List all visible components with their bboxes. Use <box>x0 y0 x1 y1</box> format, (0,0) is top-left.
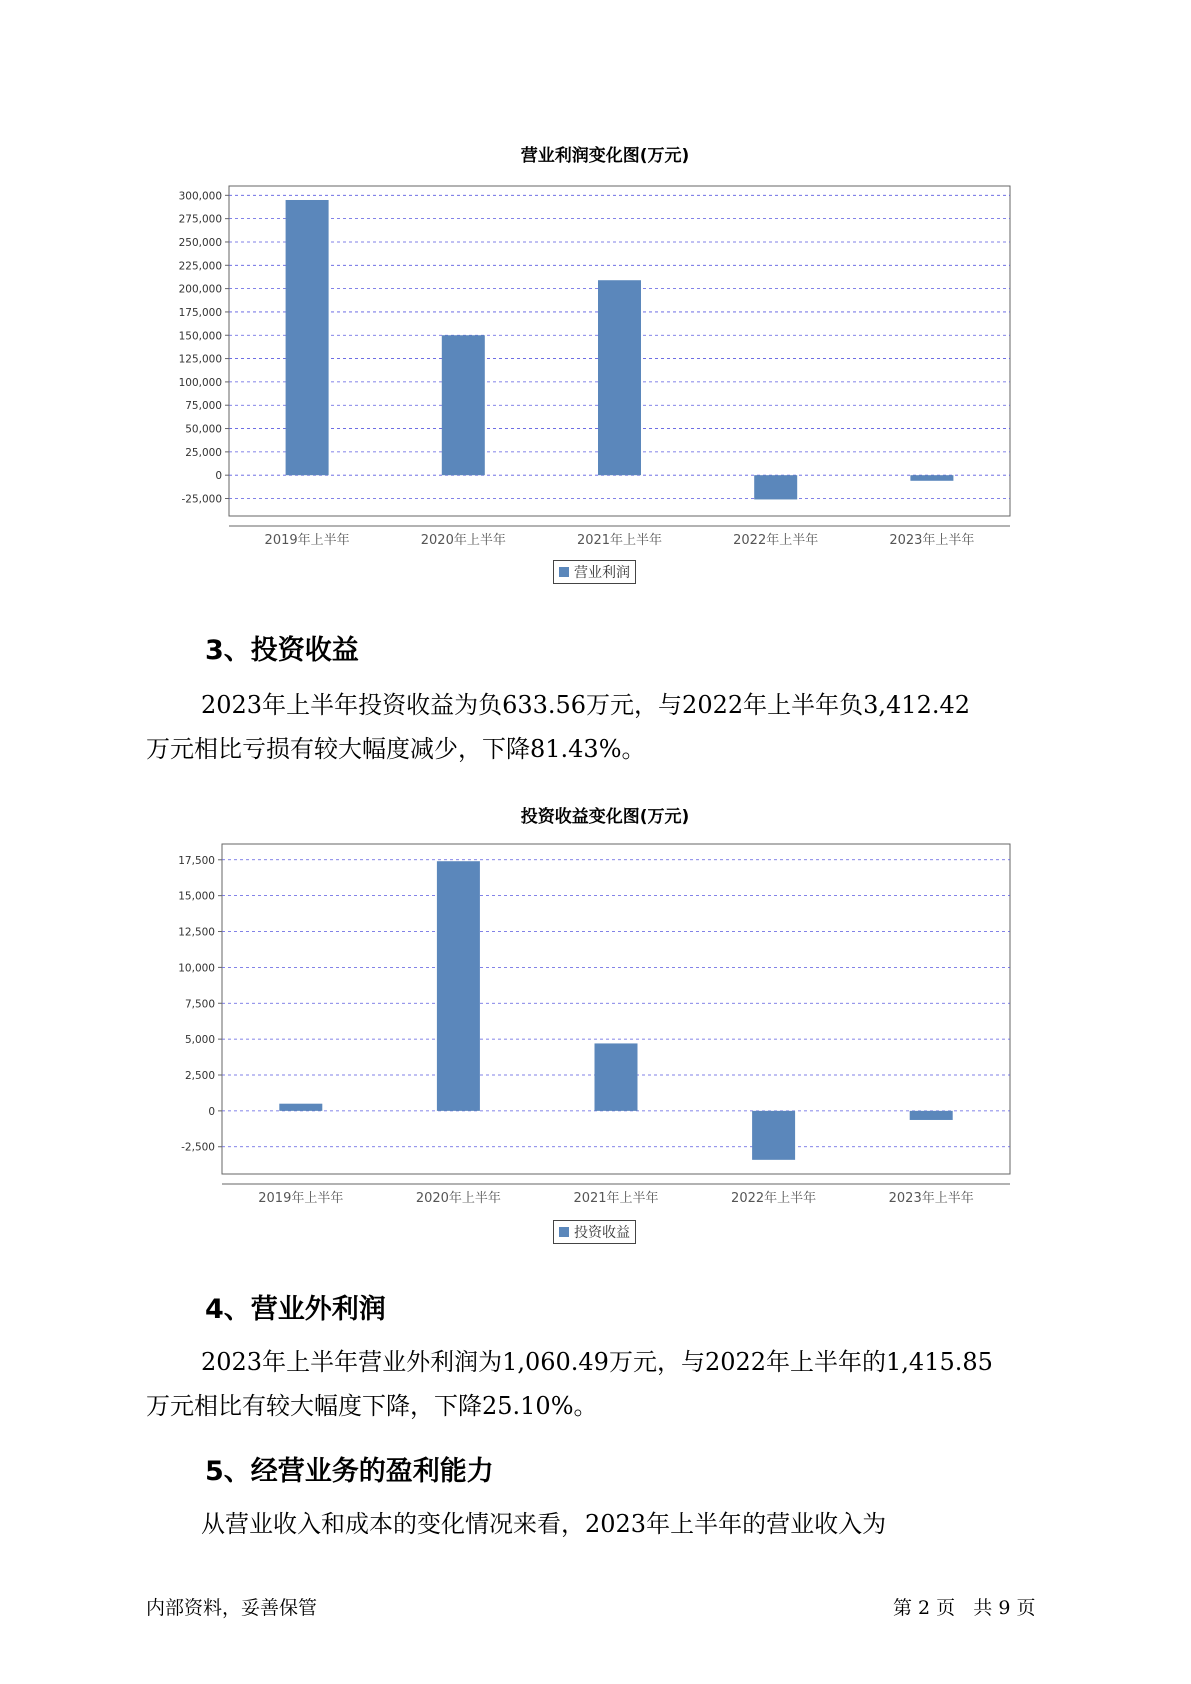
bar <box>595 1043 638 1110</box>
y-tick-label: 12,500 <box>178 926 215 939</box>
paragraph-line: 2023年上半年投资收益为负633.56万元，与2022年上半年负3,412.42 <box>201 691 971 719</box>
x-tick-label: 2019年上半年 <box>258 1191 344 1206</box>
y-tick-label: 150,000 <box>178 330 222 343</box>
chart-legend-investment-income <box>553 1220 636 1244</box>
y-tick-label: 17,500 <box>178 854 215 867</box>
bar <box>910 1111 953 1120</box>
y-tick-label: 175,000 <box>178 306 222 319</box>
x-tick-label: 2022年上半年 <box>733 533 819 548</box>
y-tick-label: 125,000 <box>178 353 222 366</box>
y-tick-label: 7,500 <box>184 998 215 1011</box>
y-tick-label: 15,000 <box>178 890 215 903</box>
y-tick-label: 100,000 <box>178 376 222 389</box>
section-heading-investment-income: 3、投资收益 <box>205 635 359 666</box>
y-tick-label: 250,000 <box>178 236 222 249</box>
footer-page-number: 第 2 页 共 9 页 <box>893 1597 1036 1619</box>
footer-confidential-note: 内部资料，妥善保管 <box>146 1597 318 1619</box>
paragraph-non-operating-profit <box>146 1340 1076 1428</box>
x-tick-label: 2022年上半年 <box>731 1191 817 1206</box>
x-tick-label: 2021年上半年 <box>576 533 663 548</box>
y-tick-label: 75,000 <box>185 400 222 413</box>
bar <box>437 861 480 1111</box>
y-tick-label: 5,000 <box>184 1034 215 1047</box>
section-heading-non-operating-profit: 4、营业外利润 <box>205 1294 386 1325</box>
x-tick-label: 2021年上半年 <box>573 1191 659 1206</box>
paragraph-line: 万元相比亏损有较大幅度减少，下降81.43%。 <box>146 735 646 763</box>
y-tick-label: 25,000 <box>185 446 222 459</box>
y-tick-label: 0 <box>208 1105 215 1118</box>
y-tick-label: 225,000 <box>178 260 222 273</box>
chart-title-investment-income: 投资收益变化图(万元) <box>520 807 690 827</box>
y-tick-label: -2,500 <box>181 1141 215 1154</box>
legend-label: 营业利润 <box>574 565 630 581</box>
x-tick-label: 2023年上半年 <box>889 533 975 548</box>
legend-swatch <box>559 1227 569 1237</box>
legend-label: 投资收益 <box>574 1225 630 1241</box>
x-tick-label: 2019年上半年 <box>264 533 350 548</box>
bar <box>752 1111 795 1160</box>
y-tick-label: 50,000 <box>185 423 222 436</box>
x-tick-label: 2020年上半年 <box>420 533 506 548</box>
y-tick-label: 200,000 <box>178 283 222 296</box>
paragraph-line: 万元相比有较大幅度下降，下降25.10%。 <box>146 1392 598 1420</box>
y-tick-label: -25,000 <box>181 493 222 506</box>
chart-title-operating-profit: 营业利润变化图(万元) <box>520 146 690 166</box>
x-tick-label: 2020年上半年 <box>415 1191 501 1206</box>
y-tick-label: 2,500 <box>184 1070 215 1082</box>
y-tick-label: 0 <box>215 470 222 483</box>
plot-area <box>222 844 1010 1174</box>
section-heading-profitability: 5、经营业务的盈利能力 <box>205 1456 494 1487</box>
y-tick-label: 275,000 <box>178 213 222 226</box>
y-tick-label: 10,000 <box>178 962 215 975</box>
bar <box>279 1104 322 1111</box>
y-tick-label: 300,000 <box>178 190 222 203</box>
paragraph-line: 2023年上半年营业外利润为1,060.49万元，与2022年上半年的1,415.85 <box>201 1348 993 1376</box>
x-tick-label: 2023年上半年 <box>888 1191 974 1206</box>
paragraph-profitability <box>146 1502 1076 1546</box>
paragraph-line: 从营业收入和成本的变化情况来看，2023年上半年的营业收入为 <box>201 1510 887 1538</box>
